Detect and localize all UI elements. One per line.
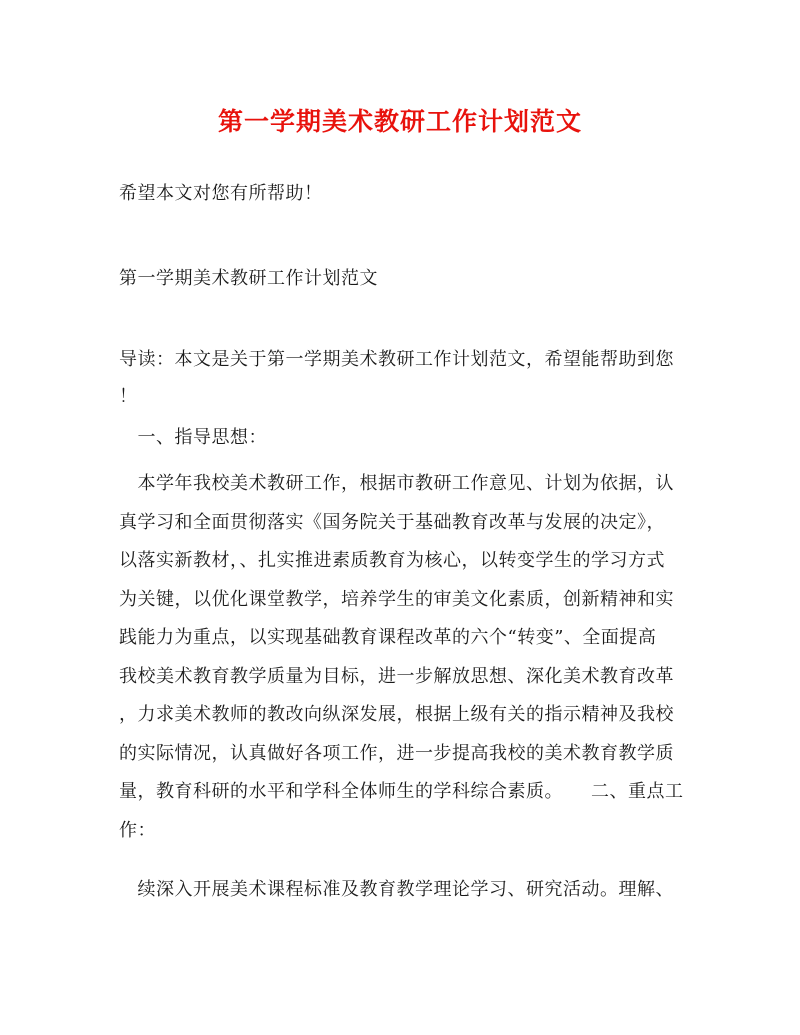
body-line: ，力求美术教师的教改向纵深发展，根据上级有关的指示精神及我校	[119, 704, 674, 725]
body-line: 我校美术教育教学质量为目标，进一步解放思想、深化美术教育改革	[119, 665, 674, 687]
body-last-line: 续深入开展美术课程标准及教育教学理论学习、研究活动。理解、	[119, 879, 674, 900]
document-title: 第一学期美术教研工作计划范文	[217, 107, 582, 136]
body-line: 以落实新教材，、扎实推进素质教育为核心，以转变学生的学习方式	[119, 550, 665, 571]
lead-paragraph-line-2: ！	[119, 386, 138, 407]
document-subtitle: 第一学期美术教研工作计划范文	[119, 268, 378, 289]
body-line: 为关键，以优化课堂教学，培养学生的审美文化素质，创新精神和实	[119, 588, 674, 610]
body-line: 践能力为重点，以实现基础教育课程改革的六个“转变”、全面提高	[119, 627, 657, 648]
body-line: 量，教育科研的水平和学科全体师生的学科综合素质。 二、重点工	[119, 781, 684, 802]
body-line: 真学习和全面贯彻落实《国务院关于基础教育改革与发展的决定》，	[119, 511, 665, 533]
body-line: 作：	[119, 819, 156, 841]
body-line: 本学年我校美术教研工作，根据市教研工作意见、计划为依据，认	[119, 473, 674, 494]
section-heading-guiding-ideology: 一、指导思想：	[119, 427, 267, 448]
help-line: 希望本文对您有所帮助！	[119, 183, 323, 204]
body-line: 的实际情况，认真做好各项工作，进一步提高我校的美术教育教学质	[119, 742, 674, 764]
lead-paragraph-line-1: 导读：本文是关于第一学期美术教研工作计划范文，希望能帮助到您	[119, 349, 674, 370]
body-paragraph	[119, 465, 689, 850]
